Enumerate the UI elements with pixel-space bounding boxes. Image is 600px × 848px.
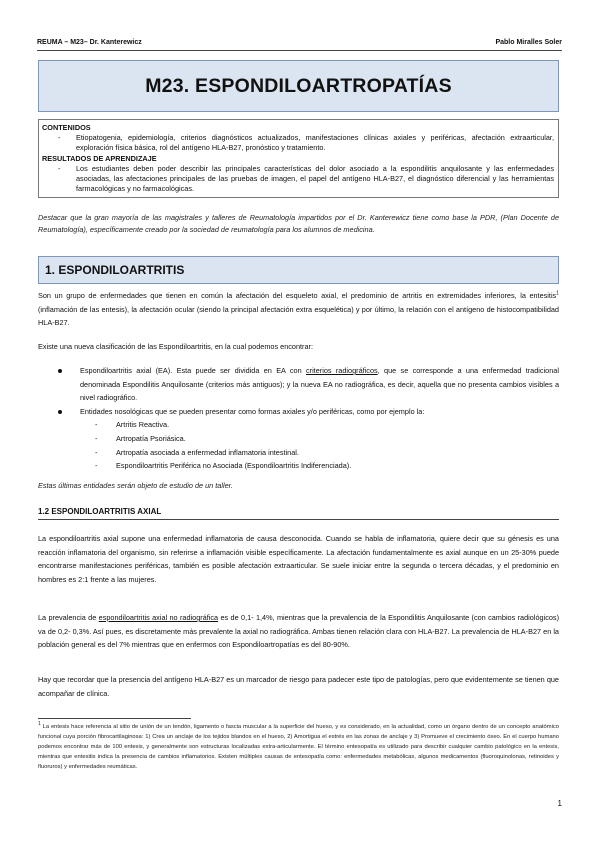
dash-marker: - bbox=[95, 461, 98, 471]
intro-note: Destacar que la gran mayoría de las magistrales y talleres de Reumatología impartidos por el Dr. Kanterewicz tiene como base la PDR, (Plan Docente de Reumatología), específicamente creado por la sociedad de reumatología para los alumnos de medicina. bbox=[38, 213, 559, 234]
sub-list-item-text: Artropatía asociada a enfermedad inflamatoria intestinal. bbox=[116, 447, 299, 457]
section-title: 1. ESPONDILOARTRITIS bbox=[45, 263, 185, 277]
list-item bbox=[38, 364, 559, 405]
bullet-marker bbox=[38, 364, 80, 405]
list-item bbox=[38, 405, 559, 419]
dash-marker: - bbox=[95, 420, 98, 430]
footnote bbox=[38, 722, 559, 772]
sub-list-item bbox=[38, 432, 559, 446]
bullet-list bbox=[38, 364, 559, 473]
bullet-marker bbox=[38, 405, 80, 419]
sub-list-item-text: Artritis Reactiva. bbox=[116, 420, 170, 430]
sub-list-item-text: Artropatía Psoriásica. bbox=[116, 433, 186, 443]
header-right: Pablo Miralles Soler bbox=[495, 39, 562, 46]
header-left: REUMA – M23– Dr. Kanterewicz bbox=[37, 39, 142, 46]
sub-list-item-text: Espondiloartritis Periférica no Asociada (Espondiloartritis Indiferenciada). bbox=[116, 461, 352, 471]
dash-marker: - bbox=[58, 163, 61, 173]
text-run: La prevalencia de bbox=[38, 613, 99, 622]
footnote-ref[interactable]: 1 bbox=[556, 290, 559, 297]
dash-marker: - bbox=[58, 133, 61, 143]
footnote-divider bbox=[38, 718, 191, 719]
results-item-text: Los estudiantes deben poder describir las principales características del dolor asociado a la espondilitis anquilosante y las enfermedades asociadas, las afectaciones principales de las pruebas de imagen, el papel del antígeno HLA-B27, el diagnóstico diferencial y las herramientas farmacológicas y no farmacológicas. bbox=[76, 163, 554, 194]
results-label: RESULTADOS DE APRENDIZAJE bbox=[42, 153, 157, 163]
paragraph-hla: Hay que recordar que la presencia del antígeno HLA-B27 es un marcador de riesgo para padecer este tipo de patologías, pero que evidentemente se tienen que acompañar de clínica. bbox=[38, 675, 559, 698]
text-run: es de 0,1- 1,4%, mientras que la prevalencia de la Espondilitis Anquilosante (con cambios radiológicos) va de 0,2- 0,3%. Así pues, es discretamente más prevalente la axial no radiográfica. Ambas tienen relación clara con HLA-B27. La prevalencia de HLA-B27 en la población general es del 7% mientras que en enfermos con Espondiloartropatías es del 80-90%. bbox=[38, 613, 559, 650]
list-item-text: Entidades nosológicas que se pueden presentar como formas axiales y/o periféricas, como por ejemplo la: bbox=[80, 406, 425, 416]
underlined-text: criterios radiográficos bbox=[305, 366, 378, 375]
contents-label: CONTENIDOS bbox=[42, 123, 91, 132]
contents-item bbox=[42, 133, 554, 153]
header-divider bbox=[37, 50, 562, 51]
footnote-text: La entesis hace referencia al sitio de unión de un tendón, ligamento o fascia muscular a la superficie del hueso, y es considerado, en la actualidad, como un órgano dentro de un concepto anatómico funcional cuya porción fibrocartilaginosa: 1) Crea un anclaje de los tejidos blandos en el hueso, 2) Amortigua el estrés en las zonas de anclaje y 3) Promueve el crecimiento óseo. En el cuerpo humano podemos encontrar más de 100 entesis, y generalmente son estructuras localizadas extra-articularmente. El término entesopatía es utilizado para describir cualquier cambio patológico en la entesis, mientras que entesitis indica la presencia de cambios inflamatorios. Existen múltiples causas de entesopatía como: enfermedades metabólicas, algunos medicamentos (fluoroquinolonas, retinoides y fluoruros) y enfermedades reumáticas. bbox=[38, 724, 559, 771]
title-box bbox=[38, 60, 559, 112]
paragraph-text: (inflamación de las entesis), la afectación ocular (siendo la principal afectación extra esquelética) y por último, la relación con el antígeno de histocompatibilidad HLA-B27. bbox=[38, 304, 559, 328]
text-run: , que se corresponde a una enfermedad tradicional denominada Espondilitis Anquilosante (criterios más antiguos); y la nueva EA no radiográfica, es decir, aquella que no presenta cambios visibles a nivel radiográfico. bbox=[80, 366, 559, 403]
paragraph-prevalence bbox=[38, 611, 559, 652]
subsection-title: 1.2 ESPONDILOARTRITIS AXIAL bbox=[38, 507, 559, 520]
contents-item-text: Etiopatogenia, epidemiología, criterios diagnósticos actualizados, manifestaciones clínicas axiales y periféricas, afectación extraarticular, exploración física básica, rol del antígeno HLA-B27, pronóstico y tratamiento. bbox=[76, 133, 554, 153]
text-run: Espondiloartritis axial (EA). Esta puede ser dividida en EA con bbox=[80, 366, 306, 375]
paragraph-text: Son un grupo de enfermedades que tienen en común la afectación del esqueleto axial, el predominio de artritis en extremidades inferiores, la entesitis bbox=[38, 291, 557, 300]
page-title: M23. ESPONDILOARTROPATÍAS bbox=[145, 74, 452, 97]
paragraph-definition bbox=[38, 289, 559, 330]
paragraph-classification: Existe una nueva clasificación de las Espondiloartritis, en la cual podemos encontrar: bbox=[38, 342, 314, 351]
footnote-number: 1 bbox=[38, 721, 41, 728]
paragraph-axial: La espondiloartritis axial supone una enfermedad inflamatoria de causa desconocida. Cuando se habla de inflamatoria, quiere decir que su génesis es una reacción inflamatoria del organismo, sin referirse a inflamación visible específicamente. La afectación fundamentalmente es axial aunque en un 25-30% puede encontrarse manifestaciones periféricas, también es posible afectación extraarticular. Se suele iniciar entre la segunda o tercera décadas, y el predominio en hombres es 2:1 frente a las mujeres. bbox=[38, 534, 559, 584]
italic-note: Estas últimas entidades serán objeto de estudio de un taller. bbox=[38, 481, 233, 490]
contents-box bbox=[38, 119, 559, 198]
underlined-text: espondiloartritis axial no radiográfica bbox=[98, 613, 219, 622]
sub-list-item bbox=[38, 459, 559, 473]
results-item bbox=[42, 164, 554, 195]
sub-list-item bbox=[38, 418, 559, 432]
list-item-text bbox=[80, 364, 559, 405]
dash-marker: - bbox=[95, 433, 98, 443]
dash-marker: - bbox=[95, 447, 98, 457]
page-number: 1 bbox=[557, 799, 562, 808]
section-heading-box bbox=[38, 256, 559, 284]
sub-list-item bbox=[38, 446, 559, 460]
